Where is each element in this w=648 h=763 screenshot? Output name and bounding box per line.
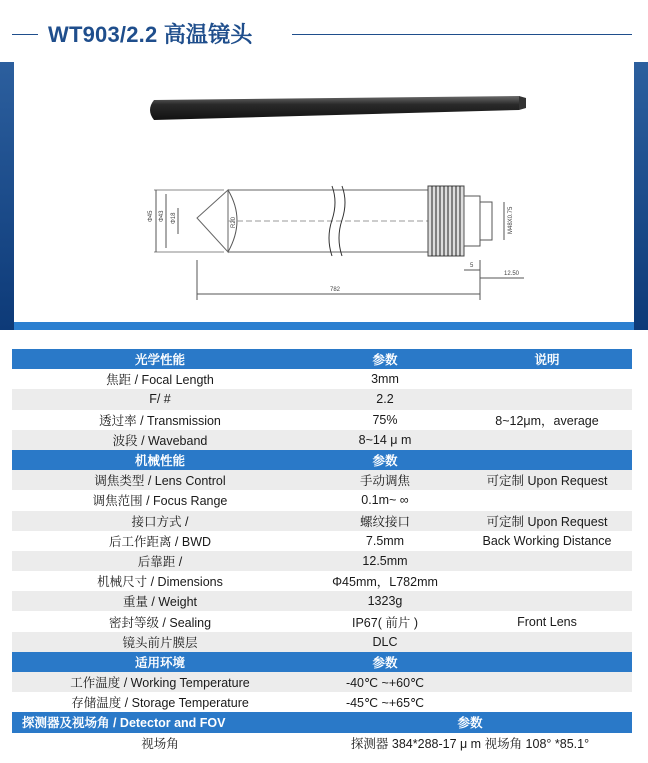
dim-45-label: Φ45 (148, 210, 154, 222)
spec-value-cell: 螺纹接口 (308, 511, 462, 531)
spec-table-body (12, 349, 632, 712)
spec-note-cell: 可定制 Upon Request (462, 511, 632, 531)
spec-note-cell (462, 389, 632, 409)
section-header-row (12, 652, 632, 672)
spec-value-cell: 0.1m~ ∞ (308, 490, 462, 510)
fov-value: 探测器 384*288-17 μ m 视场角 108° *85.1° (308, 733, 632, 753)
lens-photo (150, 96, 526, 120)
table-row (12, 692, 632, 712)
spec-note-cell: 8~12μm，average (462, 410, 632, 430)
spec-value-cell: 3mm (308, 369, 462, 389)
technical-drawing (154, 186, 524, 300)
spec-name-cell: 重量 / Weight (12, 591, 308, 611)
spec-name-cell: 机械尺寸 / Dimensions (12, 571, 308, 591)
spec-name-cell: 适用环境 (12, 652, 308, 672)
table-row (12, 611, 632, 631)
spec-name-cell: 密封等级 / Sealing (12, 611, 308, 631)
spec-name-cell: 机械性能 (12, 450, 308, 470)
spec-value-cell: 12.5mm (308, 551, 462, 571)
spec-value-cell: IP67( 前片 ) (308, 611, 462, 631)
spec-note-cell: Back Working Distance (462, 531, 632, 551)
header-rule-right (292, 34, 632, 35)
panel-body (14, 62, 634, 322)
spec-value-cell: 手动调焦 (308, 470, 462, 490)
table-row (12, 571, 632, 591)
table-row (12, 470, 632, 490)
spec-note-cell (462, 430, 632, 450)
spec-name-cell: 波段 / Waveband (12, 430, 308, 450)
dim-5-label: 5 (470, 263, 474, 269)
table-row (12, 369, 632, 389)
spec-note-cell (462, 632, 632, 652)
spec-name-cell: 透过率 / Transmission (12, 410, 308, 430)
header-rule-left (12, 34, 38, 35)
table-row (12, 410, 632, 430)
fov-label: 视场角 (12, 733, 308, 753)
spec-name-cell: 工作温度 / Working Temperature (12, 672, 308, 692)
spec-note-cell (462, 652, 632, 672)
spec-note-cell (462, 490, 632, 510)
spec-name-cell: 镜头前片膜层 (12, 632, 308, 652)
spec-value-cell: Φ45mm，L782mm (308, 571, 462, 591)
spec-value-cell: 参数 (308, 349, 462, 369)
table-row (12, 490, 632, 510)
panel-side-right (634, 62, 648, 330)
spec-name-cell: F/ # (12, 389, 308, 409)
spec-note-cell (462, 369, 632, 389)
spec-value-cell: DLC (308, 632, 462, 652)
dim-thread-label: M48X0.75 (508, 206, 514, 234)
spec-value-cell: -40℃ ~+60℃ (308, 672, 462, 692)
spec-note-cell: Front Lens (462, 611, 632, 631)
spec-value-cell: 8~14 μ m (308, 430, 462, 450)
spec-note-cell: 可定制 Upon Request (462, 470, 632, 490)
detector-header-param: 参数 (308, 712, 632, 732)
spec-value-cell: 参数 (308, 450, 462, 470)
spec-note-cell (462, 672, 632, 692)
spec-name-cell: 存储温度 / Storage Temperature (12, 692, 308, 712)
spec-note-cell: 说明 (462, 349, 632, 369)
dim-18-label: Φ18 (171, 212, 177, 224)
detector-header-label: 探测器及视场角 / Detector and FOV (12, 712, 308, 732)
lens-illustration (14, 62, 634, 322)
dim-782-label: 782 (330, 287, 341, 293)
spec-value-cell: 2.2 (308, 389, 462, 409)
detector-section (12, 712, 632, 752)
spec-value-cell: 参数 (308, 652, 462, 672)
spec-name-cell: 后靠距 / (12, 551, 308, 571)
section-header-row (12, 349, 632, 369)
spec-note-cell (462, 692, 632, 712)
panel-side-left (0, 62, 14, 330)
spec-value-cell: 1323g (308, 591, 462, 611)
fov-row (12, 733, 632, 753)
spec-note-cell (462, 571, 632, 591)
dim-r-label: R20 (231, 216, 237, 228)
table-row (12, 531, 632, 551)
table-row (12, 672, 632, 692)
spec-name-cell: 调焦类型 / Lens Control (12, 470, 308, 490)
spec-name-cell: 光学性能 (12, 349, 308, 369)
spec-value-cell: 75% (308, 410, 462, 430)
spec-name-cell: 焦距 / Focal Length (12, 369, 308, 389)
spec-value-cell: 7.5mm (308, 531, 462, 551)
spec-table (12, 349, 632, 753)
page-title: WT903/2.2 高温镜头 (48, 22, 253, 47)
spec-note-cell (462, 450, 632, 470)
panel-bottom-bar (14, 322, 634, 330)
spec-value-cell: -45℃ ~+65℃ (308, 692, 462, 712)
spec-note-cell (462, 551, 632, 571)
table-row (12, 430, 632, 450)
table-row (12, 389, 632, 409)
table-row (12, 632, 632, 652)
table-row (12, 511, 632, 531)
spec-note-cell (462, 591, 632, 611)
dim-43-label: Φ43 (159, 210, 165, 222)
detector-header-row (12, 712, 632, 732)
spec-name-cell: 调焦范围 / Focus Range (12, 490, 308, 510)
table-row (12, 591, 632, 611)
dim-12-50-label: 12.50 (504, 271, 520, 277)
spec-name-cell: 后工作距离 / BWD (12, 531, 308, 551)
section-header-row (12, 450, 632, 470)
table-row (12, 551, 632, 571)
product-image-panel (0, 62, 648, 330)
spec-name-cell: 接口方式 / (12, 511, 308, 531)
